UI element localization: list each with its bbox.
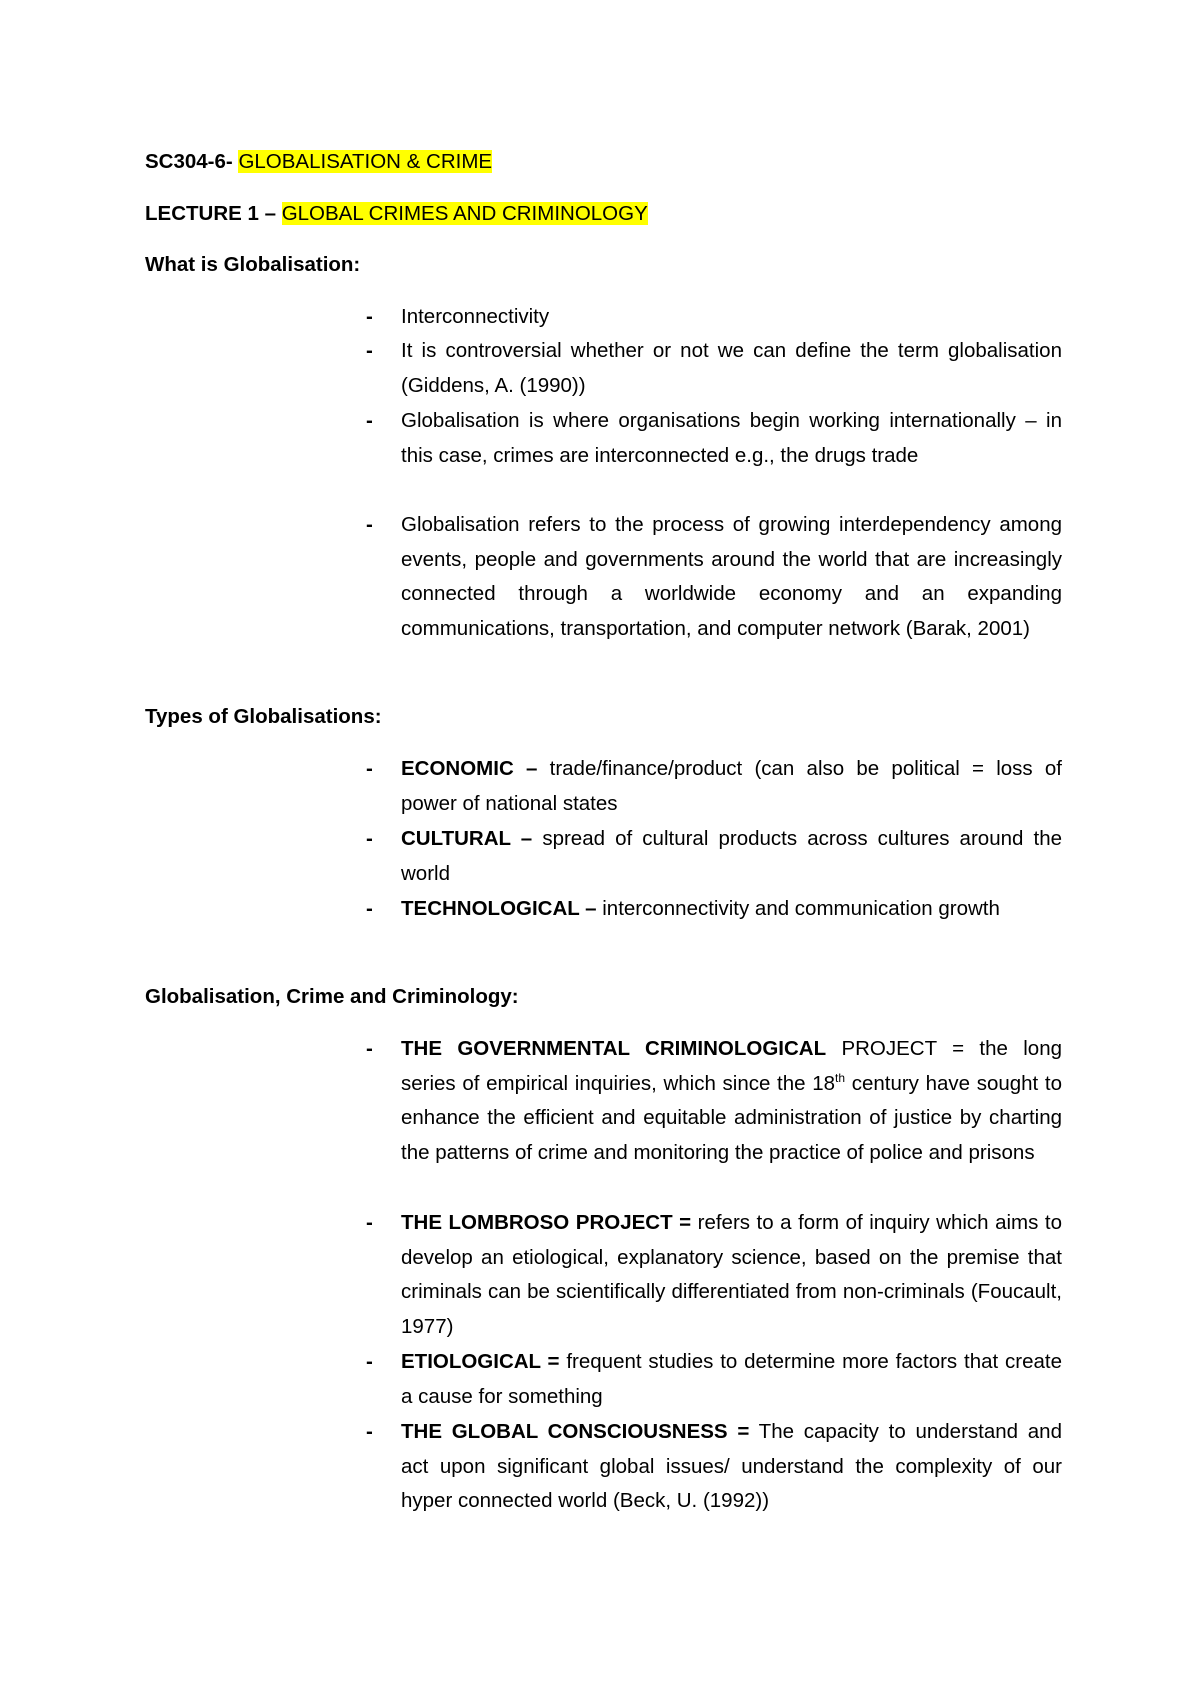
list-item: Globalisation is where organisations begin working internationally – in this case, crimes are interconnected e.g., the drugs trade xyxy=(401,409,1062,467)
bullet-marker: - xyxy=(366,339,373,362)
list-item: Globalisation refers to the process of growing interdependency among events, people and governments around the world that are increasingly connected through a worldwide economy and an expanding communications, transportation, and computer network (Barak, 2001) xyxy=(401,513,1062,641)
bullet-marker: - xyxy=(366,409,373,432)
bullet-marker: - xyxy=(366,1420,373,1443)
list-item: THE GLOBAL CONSCIOUSNESS = The capacity to understand and act upon significant global issues/ understand the complexity of our hyper connected world (Beck, U. (1992)) xyxy=(401,1420,1062,1513)
list-item: THE LOMBROSO PROJECT = refers to a form of inquiry which aims to develop an etiological, explanatory science, based on the premise that criminals can be scientifically differentiated from non-criminals (Foucault, 1977) xyxy=(401,1211,1062,1339)
course-code: SC304-6- xyxy=(145,150,233,173)
lecture-header xyxy=(145,200,648,228)
bullet-marker: - xyxy=(366,897,373,920)
list-item: It is controversial whether or not we can define the term globalisation (Giddens, A. (1990)) xyxy=(401,339,1062,397)
list-item: ECONOMIC – trade/finance/product (can also be political = loss of power of national states xyxy=(401,757,1062,815)
lecture-title: GLOBAL CRIMES AND CRIMINOLOGY xyxy=(281,202,648,225)
list-item: THE GOVERNMENTAL CRIMINOLOGICAL PROJECT = the long series of empirical inquiries, which since the 18th century have sought to enhance the efficient and equitable administration of justice by charting the patterns of crime and monitoring the practice of police and prisons xyxy=(401,1037,1063,1165)
bullet-marker: - xyxy=(366,827,373,850)
bullet-marker: - xyxy=(366,305,373,328)
bullet-marker: - xyxy=(366,1037,373,1060)
section-heading: Globalisation, Crime and Criminology: xyxy=(145,985,519,1008)
bullet-marker: - xyxy=(366,757,373,780)
bullet-marker: - xyxy=(366,1350,373,1373)
bullet-marker: - xyxy=(366,1211,373,1234)
section-heading: Types of Globalisations: xyxy=(145,705,382,728)
section-heading: What is Globalisation: xyxy=(145,253,361,276)
list-item: CULTURAL – spread of cultural products across cultures around the world xyxy=(401,827,1062,885)
lecture-label: LECTURE 1 – xyxy=(145,202,276,225)
list-item: Interconnectivity xyxy=(401,305,550,328)
bullet-marker: - xyxy=(366,513,373,536)
list-item: ETIOLOGICAL = frequent studies to determine more factors that create a cause for something xyxy=(401,1350,1063,1408)
course-header xyxy=(145,148,492,176)
list-item: TECHNOLOGICAL – interconnectivity and communication growth xyxy=(401,897,1000,920)
course-title: GLOBALISATION & CRIME xyxy=(238,150,493,173)
